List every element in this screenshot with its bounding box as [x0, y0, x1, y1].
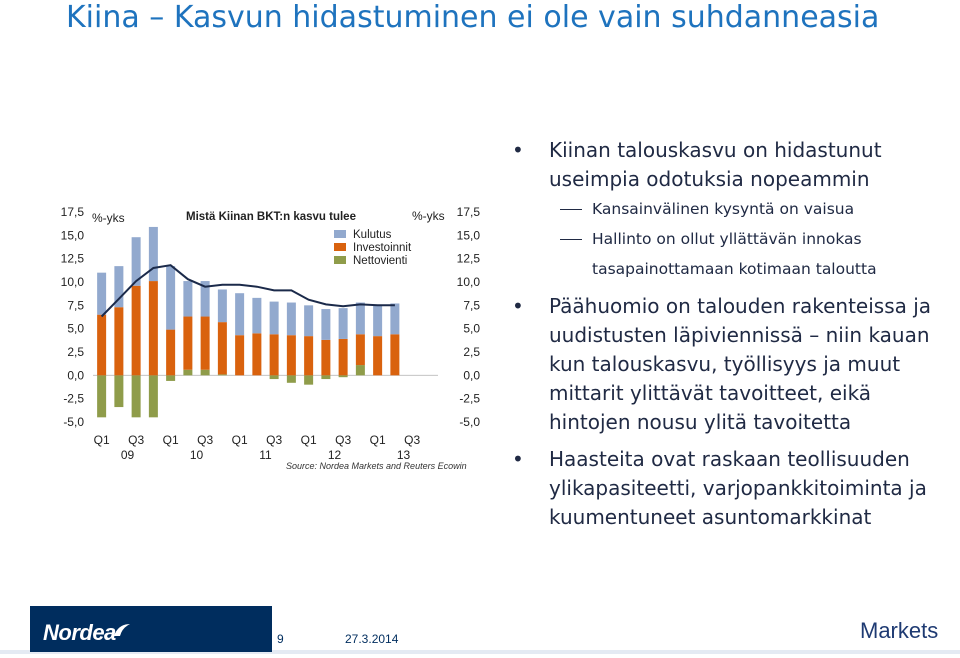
page-title: Kiina – Kasvun hidastuminen ei ole vain suhdanneasia	[66, 0, 880, 35]
legend-label-investoinnit: Investoinnit	[353, 242, 412, 254]
bar-kulutus-17	[390, 303, 399, 334]
bar-investoinnit-1	[114, 307, 123, 375]
y-tick-right: -2,5	[459, 391, 480, 406]
y-tick-right: 0,0	[463, 368, 480, 383]
bar-kulutus-10	[270, 302, 279, 335]
bar-nettovienti-11	[287, 375, 296, 382]
bar-kulutus-0	[97, 273, 106, 315]
y-tick-left: -2,5	[63, 391, 84, 406]
bar-nettovienti-15	[356, 365, 365, 375]
x-tick-year: 10	[189, 448, 204, 462]
bar-investoinnit-8	[235, 335, 244, 375]
gdp-contribution-chart	[48, 196, 488, 486]
y-tick-left: 0,0	[67, 368, 84, 383]
legend-label-kulutus: Kulutus	[353, 229, 392, 241]
bar-investoinnit-13	[321, 340, 330, 375]
bar-nettovienti-4	[166, 375, 175, 381]
bar-investoinnit-16	[373, 336, 382, 375]
bar-investoinnit-7	[218, 322, 227, 374]
y-tick-right: 2,5	[463, 345, 480, 359]
bar-nettovienti-5	[183, 370, 192, 376]
bullet-item: • Haasteita ovat raskaan teollisuuden ylikapasiteetti, varjopankkitoiminta ja kuumentuneet asuntomarkkinat	[512, 445, 952, 532]
sub-bullet-item: Kansainvälinen kysyntä on vaisua	[512, 194, 952, 224]
y-tick-left: 10,0	[60, 275, 84, 289]
markets-logo: Markets	[860, 618, 939, 643]
x-tick-year: 12	[327, 448, 342, 462]
right-axis-unit: %-yks	[412, 209, 445, 223]
y-tick-left: -5,0	[63, 415, 84, 429]
chart-legend	[334, 229, 412, 267]
y-tick-right: 7,5	[463, 298, 480, 313]
bar-investoinnit-4	[166, 330, 175, 376]
bar-nettovienti-0	[97, 375, 106, 417]
bar-nettovienti-12	[304, 375, 313, 384]
x-tick-quarter: Q1	[231, 433, 248, 447]
x-tick-quarter: Q1	[162, 433, 179, 447]
sub-bullet-item: Hallinto on ollut yllättävän innokas tasapainottamaan kotimaan taloutta	[512, 224, 952, 284]
bar-investoinnit-3	[149, 281, 158, 375]
bar-investoinnit-12	[304, 336, 313, 375]
x-tick-quarter: Q1	[369, 433, 386, 447]
bar-kulutus-4	[166, 266, 175, 329]
x-tick-quarter: Q1	[300, 433, 317, 447]
nordea-sail-icon	[112, 622, 132, 638]
bar-kulutus-15	[356, 303, 365, 335]
y-tick-left: 5,0	[67, 321, 84, 336]
x-tick-year: 11	[259, 448, 272, 462]
bar-nettovienti-3	[149, 375, 158, 417]
bar-nettovienti-2	[132, 375, 141, 417]
bullet-item: • Kiinan talouskasvu on hidastunut useimpia odotuksia nopeammin	[512, 136, 952, 194]
chart-title: Mistä Kiinan BKT:n kasvu tulee	[186, 211, 356, 223]
x-tick-year: 13	[396, 448, 411, 462]
left-axis-unit: %-yks	[92, 211, 125, 225]
bar-kulutus-12	[304, 305, 313, 336]
bar-kulutus-11	[287, 303, 296, 336]
legend-swatch-kulutus	[334, 230, 346, 238]
gdp-growth-line	[102, 265, 395, 316]
nordea-logo: Nordea	[43, 620, 116, 645]
bar-nettovienti-1	[114, 375, 123, 407]
bar-kulutus-13	[321, 309, 330, 340]
bar-nettovienti-10	[270, 375, 279, 379]
y-tick-right: -5,0	[459, 415, 480, 429]
bar-nettovienti-7	[218, 374, 227, 375]
bullet-gap	[512, 284, 952, 292]
bar-kulutus-16	[373, 305, 382, 336]
footer-date: 27.3.2014	[345, 632, 399, 646]
chart-source: Source: Nordea Markets and Reuters Ecowin	[286, 461, 467, 471]
y-tick-right: 17,5	[456, 205, 480, 219]
bar-nettovienti-6	[201, 370, 210, 376]
x-tick-year: 09	[120, 448, 135, 462]
y-tick-left: 2,5	[67, 345, 84, 359]
y-tick-right: 5,0	[463, 321, 480, 336]
legend-swatch-investoinnit	[334, 243, 346, 251]
bar-kulutus-3	[149, 227, 158, 281]
y-tick-left: 7,5	[67, 298, 84, 313]
y-tick-right: 15,0	[456, 228, 480, 243]
bullet-list	[512, 136, 952, 532]
bar-investoinnit-5	[183, 317, 192, 370]
bullet-item: • Päähuomio on talouden rakenteissa ja uudistusten läpiviennissä – niin kauan kun talouskasvu, työllisyys ja muut mittarit ylittävät tavoitteet, eikä hintojen nousu ylitä tavoitetta	[512, 292, 952, 437]
bar-nettovienti-14	[339, 375, 348, 377]
y-tick-right: 10,0	[456, 275, 480, 289]
bar-investoinnit-17	[390, 334, 399, 375]
bar-investoinnit-15	[356, 334, 365, 365]
y-tick-left: 15,0	[60, 228, 84, 243]
y-tick-left: 12,5	[60, 251, 84, 266]
bar-kulutus-14	[339, 308, 348, 339]
bar-kulutus-9	[252, 298, 261, 333]
bar-investoinnit-9	[252, 333, 261, 375]
bar-investoinnit-2	[132, 286, 141, 376]
bar-investoinnit-11	[287, 335, 296, 375]
bar-investoinnit-6	[201, 317, 210, 370]
x-tick-quarter: Q3	[266, 433, 283, 447]
x-tick-quarter: Q3	[404, 433, 421, 447]
bullet-gap	[512, 437, 952, 445]
bar-kulutus-5	[183, 281, 192, 316]
bar-nettovienti-13	[321, 375, 330, 379]
bar-kulutus-8	[235, 293, 244, 335]
y-tick-right: 12,5	[456, 251, 480, 266]
x-tick-quarter: Q1	[93, 433, 110, 447]
legend-swatch-nettovienti	[334, 256, 346, 264]
bar-investoinnit-0	[97, 315, 106, 376]
bar-investoinnit-14	[339, 339, 348, 375]
y-tick-left: 17,5	[60, 205, 84, 219]
x-tick-quarter: Q3	[335, 433, 352, 447]
x-tick-quarter: Q3	[197, 433, 214, 447]
page-number: 9	[277, 632, 284, 646]
legend-label-nettovienti: Nettovienti	[353, 255, 408, 267]
x-tick-quarter: Q3	[128, 433, 145, 447]
bar-investoinnit-10	[270, 334, 279, 375]
bar-kulutus-7	[218, 289, 227, 322]
